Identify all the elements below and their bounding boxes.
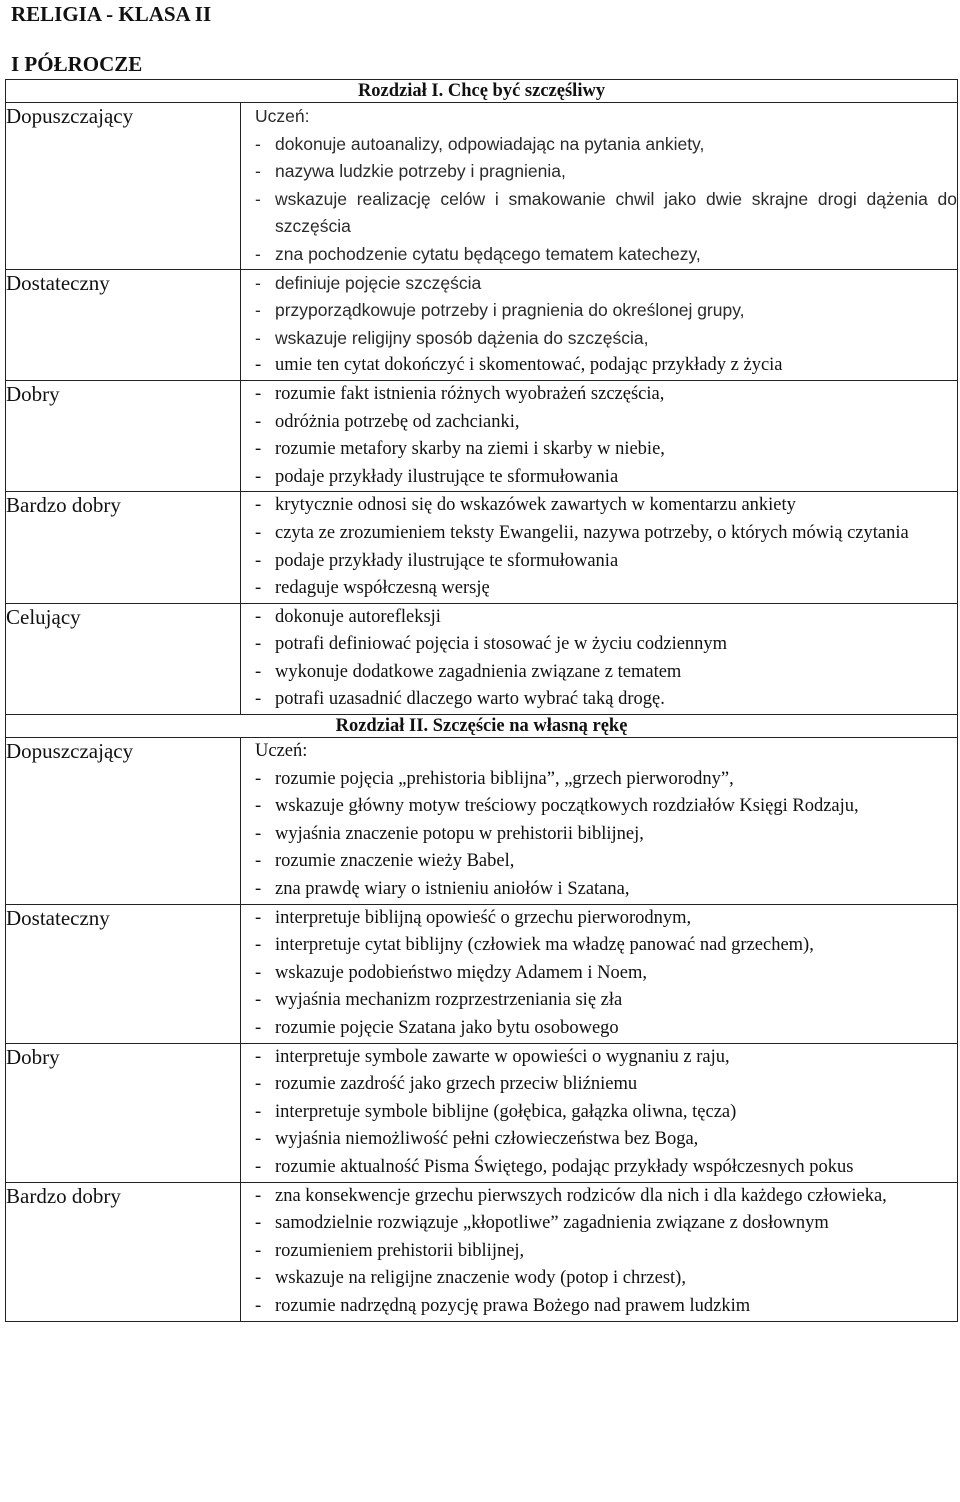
student-intro: Uczeń: <box>255 741 308 762</box>
requirements-cell <box>241 269 958 380</box>
requirements-list <box>241 492 957 602</box>
requirement-item: - umie ten cytat dokończyć i skomentować, podając przykłady z życia <box>241 352 957 380</box>
requirement-item: - rozumie pojęcie Szatana jako bytu osobowego <box>241 1015 957 1043</box>
requirement-item: - wskazuje religijny sposób dążenia do szczęścia, <box>241 325 957 353</box>
chapter-heading: Rozdział I. Chcę być szczęśliwy <box>6 80 958 103</box>
requirement-item: - zna pochodzenie cytatu będącego tematem katechezy, <box>241 241 957 269</box>
grades-table <box>5 79 958 1322</box>
requirement-item: - wyjaśnia mechanizm rozprzestrzeniania się zła <box>241 987 957 1015</box>
requirement-item: - interpretuje symbole zawarte w opowieści o wygnaniu z raju, <box>241 1044 957 1072</box>
requirement-item: - wyjaśnia znaczenie potopu w prehistorii biblijnej, <box>241 821 957 849</box>
requirement-item: - wskazuje podobieństwo między Adamem i Noem, <box>241 960 957 988</box>
requirement-item: - wskazuje realizację celów i smakowanie chwil jako dwie skrajne drogi dążenia do szczęścia <box>241 186 957 241</box>
requirement-item: - interpretuje symbole biblijne (gołębica, gałązka oliwna, tęcza) <box>241 1099 957 1127</box>
grade-label: Dostateczny <box>6 905 110 930</box>
requirements-list <box>241 905 957 1043</box>
grade-label-cell <box>6 1182 241 1321</box>
grade-label-cell <box>6 738 241 905</box>
grade-label-cell <box>6 492 241 603</box>
requirement-item: - wskazuje na religijne znaczenie wody (potop i chrzest), <box>241 1265 957 1293</box>
requirement-item: - rozumie metafory skarby na ziemi i skarby w niebie, <box>241 436 957 464</box>
requirement-item: - zna prawdę wiary o istnieniu aniołów i Szatana, <box>241 876 957 904</box>
grade-row <box>6 492 958 603</box>
requirement-item: - podaje przykłady ilustrujące te sformułowania <box>241 464 957 492</box>
requirements-list <box>241 766 957 904</box>
grade-row <box>6 738 958 905</box>
requirement-item: - odróżnia potrzebę od zachcianki, <box>241 409 957 437</box>
requirements-cell <box>241 1182 958 1321</box>
grade-label: Dobry <box>6 1044 60 1069</box>
requirement-item: - redaguje współczesną wersję <box>241 575 957 603</box>
chapter-heading-row <box>6 715 958 738</box>
requirement-item: - wyjaśnia niemożliwość pełni człowieczeństwa bez Boga, <box>241 1126 957 1154</box>
grade-label: Dostateczny <box>6 270 110 295</box>
requirement-item: - rozumie zazdrość jako grzech przeciw bliźniemu <box>241 1071 957 1099</box>
grade-label: Celujący <box>6 604 81 629</box>
grade-label-cell <box>6 380 241 491</box>
requirements-list <box>241 1183 957 1321</box>
requirement-item: - interpretuje biblijną opowieść o grzechu pierworodnym, <box>241 905 957 933</box>
grade-row <box>6 1182 958 1321</box>
requirement-item: - potrafi definiować pojęcia i stosować je w życiu codziennym <box>241 631 957 659</box>
requirement-item: - potrafi uzasadnić dlaczego warto wybrać taką drogę. <box>241 686 957 714</box>
requirement-item: - definiuje pojęcie szczęścia <box>241 270 957 298</box>
grade-row <box>6 603 958 714</box>
requirements-cell <box>241 492 958 603</box>
grade-label-cell <box>6 269 241 380</box>
student-intro: Uczeń: <box>255 106 310 126</box>
requirements-cell <box>241 603 958 714</box>
grade-row <box>6 103 958 270</box>
grade-label: Bardzo dobry <box>6 493 121 518</box>
grade-label-cell <box>6 603 241 714</box>
grade-label: Dobry <box>6 381 60 406</box>
requirements-cell <box>241 738 958 905</box>
semester-heading: I PÓŁROCZE <box>11 52 143 76</box>
requirements-list <box>241 1044 957 1182</box>
grade-label-cell <box>6 904 241 1043</box>
requirement-item: - wskazuje główny motyw treściowy początkowych rozdziałów Księgi Rodzaju, <box>241 793 957 821</box>
grade-label: Dopuszczający <box>6 104 134 128</box>
requirement-item: - dokonuje autoanalizy, odpowiadając na pytania ankiety, <box>241 131 957 159</box>
chapter-heading-row <box>6 80 958 103</box>
requirements-cell <box>241 1043 958 1182</box>
requirement-item: - rozumie fakt istnienia różnych wyobrażeń szczęścia, <box>241 381 957 409</box>
requirement-item: - wykonuje dodatkowe zagadnienia związane z tematem <box>241 659 957 687</box>
requirement-item: - dokonuje autorefleksji <box>241 604 957 632</box>
grade-label-cell <box>6 103 241 270</box>
grade-label: Bardzo dobry <box>6 1183 121 1208</box>
requirement-item: - rozumie aktualność Pisma Świętego, podając przykłady współczesnych pokus <box>241 1154 957 1182</box>
requirements-cell <box>241 380 958 491</box>
requirements-list <box>241 604 957 714</box>
document-title: RELIGIA - KLASA II <box>11 2 212 26</box>
requirement-item: - interpretuje cytat biblijny (człowiek ma władzę panować nad grzechem), <box>241 932 957 960</box>
requirement-item: - samodzielnie rozwiązuje „kłopotliwe” zagadnienia związane z dosłownym <box>241 1210 957 1238</box>
requirements-list <box>241 381 957 491</box>
chapter-heading: Rozdział II. Szczęście na własną rękę <box>6 715 958 738</box>
requirement-item: - przyporządkowuje potrzeby i pragnienia do określonej grupy, <box>241 297 957 325</box>
requirement-item: - rozumie pojęcia „prehistoria biblijna”, „grzech pierworodny”, <box>241 766 957 794</box>
requirement-item: - zna konsekwencje grzechu pierwszych rodziców dla nich i dla każdego człowieka, <box>241 1183 957 1211</box>
requirements-cell <box>241 904 958 1043</box>
requirement-item: - krytycznie odnosi się do wskazówek zawartych w komentarzu ankiety <box>241 492 957 520</box>
requirement-item: - rozumie znaczenie wieży Babel, <box>241 848 957 876</box>
requirement-item: - nazywa ludzkie potrzeby i pragnienia, <box>241 158 957 186</box>
grade-row <box>6 1043 958 1182</box>
requirement-item: - rozumie nadrzędną pozycję prawa Bożego nad prawem ludzkim <box>241 1293 957 1321</box>
requirements-list <box>241 131 957 269</box>
grade-row <box>6 380 958 491</box>
requirements-cell <box>241 103 958 270</box>
grade-label-cell <box>6 1043 241 1182</box>
requirement-item: - rozumieniem prehistorii biblijnej, <box>241 1238 957 1266</box>
grade-row <box>6 269 958 380</box>
requirement-item: - podaje przykłady ilustrujące te sformułowania <box>241 548 957 576</box>
requirement-item: - czyta ze zrozumieniem teksty Ewangelii, nazywa potrzeby, o których mówią czytania <box>241 520 957 548</box>
grade-label: Dopuszczający <box>6 739 134 764</box>
requirements-list <box>241 270 957 380</box>
grade-row <box>6 904 958 1043</box>
